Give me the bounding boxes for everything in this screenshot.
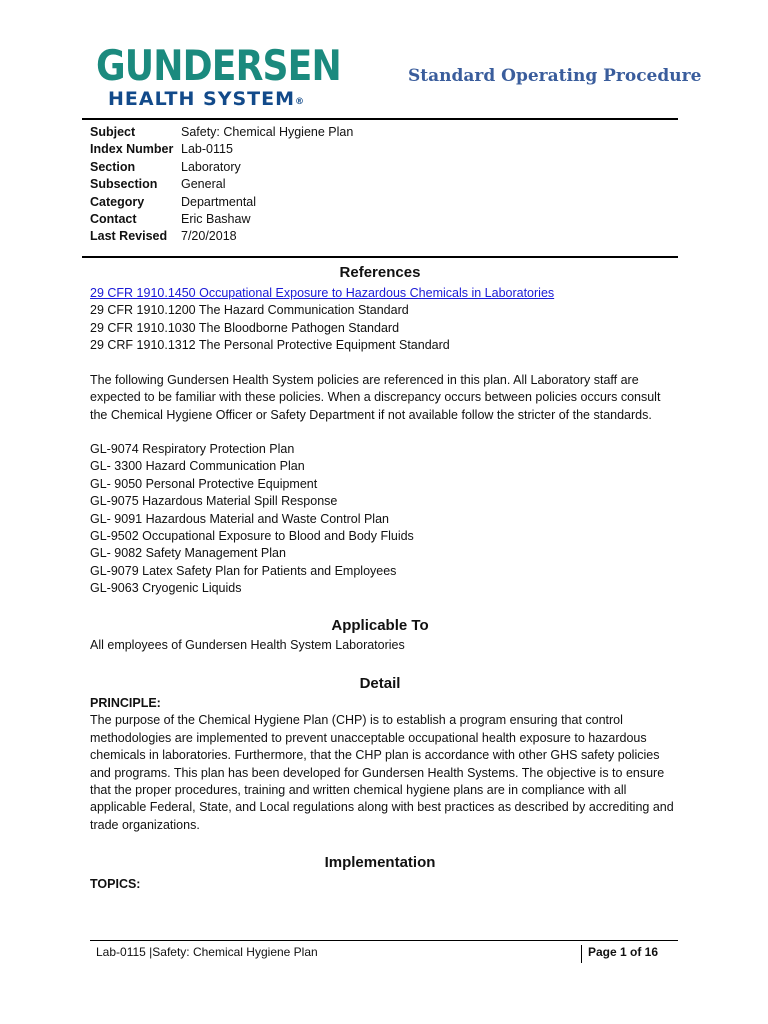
reference-link-1910-1450[interactable]: 29 CFR 1910.1450 Occupational Exposure to Hazardous Chemicals in Laboratories bbox=[90, 286, 555, 300]
implementation-section bbox=[90, 876, 686, 893]
meta-key: Section bbox=[90, 159, 136, 174]
paragraph-line: trade organizations. bbox=[90, 817, 200, 832]
paragraph-line: expected to be familiar with these policies. When a discrepancy occurs between policies occurs consult bbox=[90, 390, 661, 405]
meta-value: Departmental bbox=[181, 194, 257, 209]
paragraph-line: that the proper procedures, training and written chemical hygiene plans are in compliance with all bbox=[90, 783, 627, 798]
policy-item: GL- 9082 Safety Management Plan bbox=[90, 546, 286, 561]
detail-heading: Detail bbox=[359, 675, 401, 692]
meta-key: Contact bbox=[90, 212, 137, 227]
footer-document-id: Lab-0115 |Safety: Chemical Hygiene Plan bbox=[96, 945, 318, 959]
metadata-divider bbox=[82, 256, 678, 258]
references-heading: References bbox=[339, 264, 421, 281]
registered-mark: ® bbox=[295, 97, 304, 107]
paragraph-line: The purpose of the Chemical Hygiene Plan (CHP) is to establish a program ensuring that control bbox=[90, 713, 623, 728]
references-list bbox=[90, 285, 686, 355]
paragraph-line: the Chemical Hygiene Officer or Safety Department if not available follow the stricter of the standards. bbox=[90, 407, 652, 422]
policy-item: GL-9079 Latex Safety Plan for Patients and Employees bbox=[90, 563, 397, 578]
implementation-heading: Implementation bbox=[324, 854, 436, 871]
references-paragraph bbox=[90, 372, 686, 424]
meta-row-category bbox=[90, 194, 353, 211]
paragraph-line: The following Gundersen Health System policies are referenced in this plan. All Laboratory staff are bbox=[90, 373, 639, 387]
meta-value: General bbox=[181, 177, 226, 192]
paragraph-line: applicable Federal, State, and Local regulations along with best practices as described by accrediting and bbox=[90, 800, 674, 815]
policy-item: GL-9502 Occupational Exposure to Blood and Body Fluids bbox=[90, 529, 414, 544]
paragraph-line: chemicals in laboratories. Furthermore, that the CHP plan is accordance with other GHS safety policies bbox=[90, 748, 660, 763]
policy-item: GL- 9091 Hazardous Material and Waste Control Plan bbox=[90, 511, 389, 526]
meta-row-last-revised bbox=[90, 228, 353, 245]
applicable-to-text bbox=[90, 637, 686, 654]
logo-wordmark-bottom bbox=[108, 88, 326, 113]
reference-item: 29 CFR 1910.1030 The Bloodborne Pathogen Standard bbox=[90, 320, 400, 335]
gundersen-logo bbox=[96, 41, 341, 113]
detail-section bbox=[90, 695, 686, 834]
meta-row-index-number bbox=[90, 141, 353, 158]
meta-key: Category bbox=[90, 194, 145, 209]
logo-wordmark-top: GUNDERSEN bbox=[96, 41, 341, 90]
meta-value: Lab-0115 bbox=[181, 142, 233, 157]
principle-label: PRINCIPLE: bbox=[90, 696, 161, 710]
paragraph-line: and programs. This plan has been developed for Gundersen Health Systems. The objective is to ensure bbox=[90, 765, 665, 780]
applicable-line: All employees of Gundersen Health System Laboratories bbox=[90, 638, 405, 652]
policy-item: GL-9074 Respiratory Protection Plan bbox=[90, 442, 295, 456]
metadata-table bbox=[90, 124, 353, 246]
reference-item: 29 CFR 1910.1200 The Hazard Communication Standard bbox=[90, 303, 409, 318]
meta-key: Index Number bbox=[90, 142, 174, 157]
meta-row-subsection bbox=[90, 176, 353, 193]
reference-item: 29 CRF 1910.1312 The Personal Protective Equipment Standard bbox=[90, 338, 450, 353]
meta-key: Subsection bbox=[90, 177, 158, 192]
policy-item: GL- 3300 Hazard Communication Plan bbox=[90, 459, 305, 474]
paragraph-line: methodologies are implemented to prevent unacceptable occupational health exposure to hazardous bbox=[90, 730, 647, 745]
policy-item: GL- 9050 Personal Protective Equipment bbox=[90, 476, 318, 491]
meta-value: Laboratory bbox=[181, 159, 241, 174]
meta-key: Last Revised bbox=[90, 229, 168, 244]
meta-value: Eric Bashaw bbox=[181, 212, 251, 227]
meta-key: Subject bbox=[90, 125, 136, 139]
meta-row-contact bbox=[90, 211, 353, 228]
meta-value: 7/20/2018 bbox=[181, 229, 237, 244]
footer-page-number: Page 1 of 16 bbox=[581, 945, 658, 963]
policy-item: GL-9075 Hazardous Material Spill Response bbox=[90, 494, 338, 509]
logo-subtitle: HEALTH SYSTEM bbox=[108, 88, 295, 110]
applicable-to-heading: Applicable To bbox=[331, 617, 429, 634]
meta-row-section bbox=[90, 159, 353, 176]
meta-row-subject bbox=[90, 124, 353, 141]
topics-label: TOPICS: bbox=[90, 877, 141, 891]
policy-list bbox=[90, 441, 686, 598]
policy-item: GL-9063 Cryogenic Liquids bbox=[90, 581, 242, 596]
document-type-title: Standard Operating Procedure bbox=[408, 66, 702, 86]
meta-value: Safety: Chemical Hygiene Plan bbox=[181, 125, 354, 139]
header-divider bbox=[82, 118, 678, 120]
page-footer bbox=[90, 940, 678, 963]
